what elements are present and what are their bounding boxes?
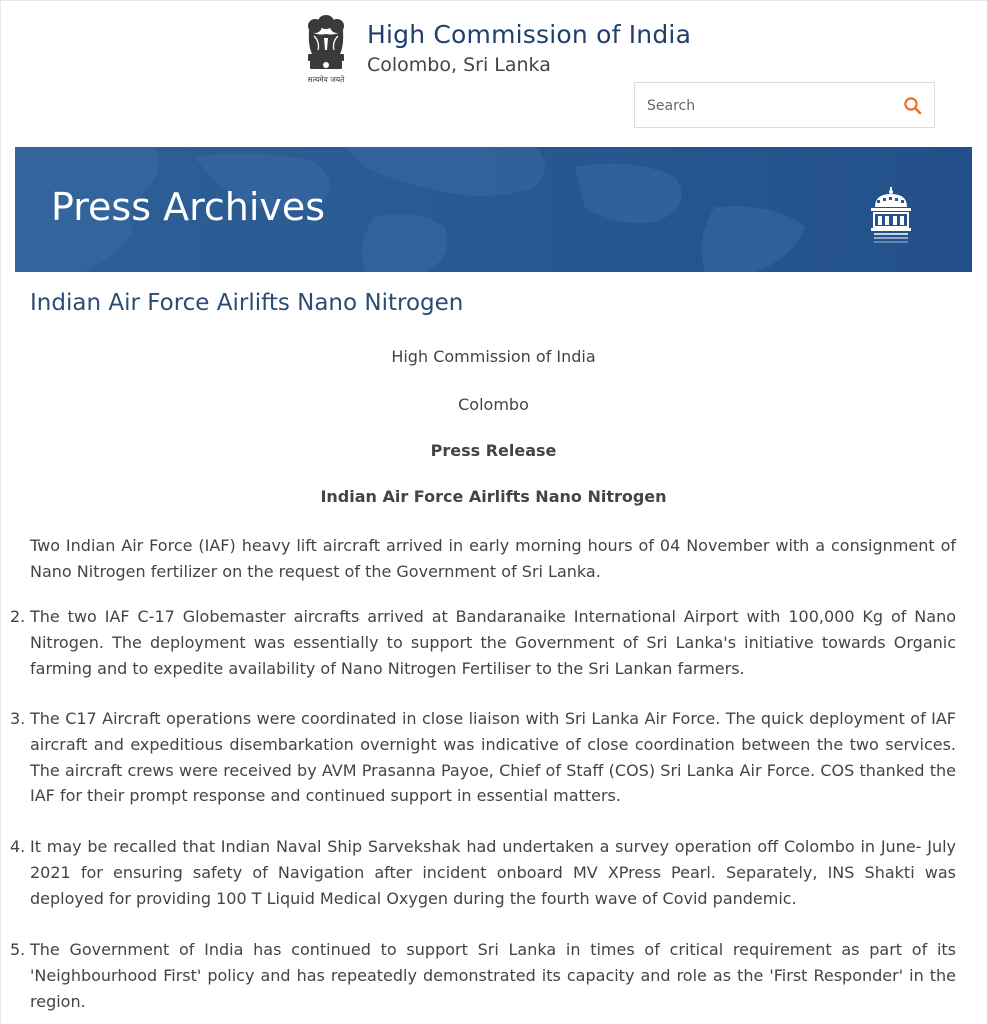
search-icon[interactable] — [902, 95, 924, 117]
article-title: Indian Air Force Airlifts Nano Nitrogen — [30, 290, 464, 316]
building-dome-icon — [869, 187, 913, 243]
site-subtitle: Colombo, Sri Lanka — [367, 54, 551, 76]
press-release-label: Press Release — [430, 441, 557, 460]
paragraph-number: 3. — [10, 709, 26, 728]
paragraph-1 — [30, 533, 956, 585]
left-divider — [0, 0, 1, 1024]
banner-title: Press Archives — [51, 185, 326, 229]
paragraph-3 — [10, 706, 956, 809]
issuer-line: High Commission of India — [391, 347, 596, 366]
top-divider — [0, 0, 987, 1]
paragraph-number: 4. — [10, 837, 26, 856]
paragraph-5 — [10, 937, 956, 1014]
paragraph-2 — [10, 604, 956, 681]
search-box — [634, 82, 935, 128]
paragraph-text: It may be recalled that Indian Naval Ship Sarvekshak had undertaken a survey operation off Colombo in June- July 2021 for ensuring safety of Navigation after incident onboard MV XPress Pearl. Separately, INS Shakti was deployed for providing 100 T Liquid Medical Oxygen during the fourth wave of Covid pandemic. — [30, 837, 956, 908]
paragraph-number: 5. — [10, 940, 26, 959]
national-emblem-logo[interactable] — [300, 12, 352, 86]
site-title[interactable]: High Commission of India — [367, 20, 692, 49]
paragraph-text: The C17 Aircraft operations were coordinated in close liaison with Sri Lanka Air Force. The quick deployment of IAF aircraft and expeditious disembarkation overnight was indicative of close coordination between the two services. The aircraft crews were received by AVM Prasanna Payoe, Chief of Staff (COS) Sri Lanka Air Force. COS thanked the IAF for their prompt response and continued support in essential matters. — [30, 709, 956, 806]
paragraph-4 — [10, 834, 956, 911]
search-input[interactable] — [645, 93, 889, 119]
paragraph-text: Two Indian Air Force (IAF) heavy lift aircraft arrived in early morning hours of 04 November with a consignment of Nano Nitrogen fertilizer on the request of the Government of Sri Lanka. — [30, 536, 956, 581]
page-banner — [15, 147, 972, 272]
paragraph-number: 2. — [10, 607, 26, 626]
paragraph-text: The Government of India has continued to support Sri Lanka in times of critical requirement as part of its 'Neighbourhood First' policy and has repeatedly demonstrated its capacity and role as the 'First Responder' in the region. — [30, 940, 956, 1011]
emblem-motto: सत्यमेव जयते — [307, 75, 345, 84]
location-line: Colombo — [458, 395, 529, 414]
paragraph-text: The two IAF C-17 Globemaster aircrafts arrived at Bandaranaike International Airport with 100,000 Kg of Nano Nitrogen. The deployment was essentially to support the Government of Sri Lanka's initiative towards Organic farming and to expedite availability of Nano Nitrogen Fertiliser to the Sri Lankan farmers. — [30, 607, 956, 678]
release-headline: Indian Air Force Airlifts Nano Nitrogen — [320, 487, 667, 506]
